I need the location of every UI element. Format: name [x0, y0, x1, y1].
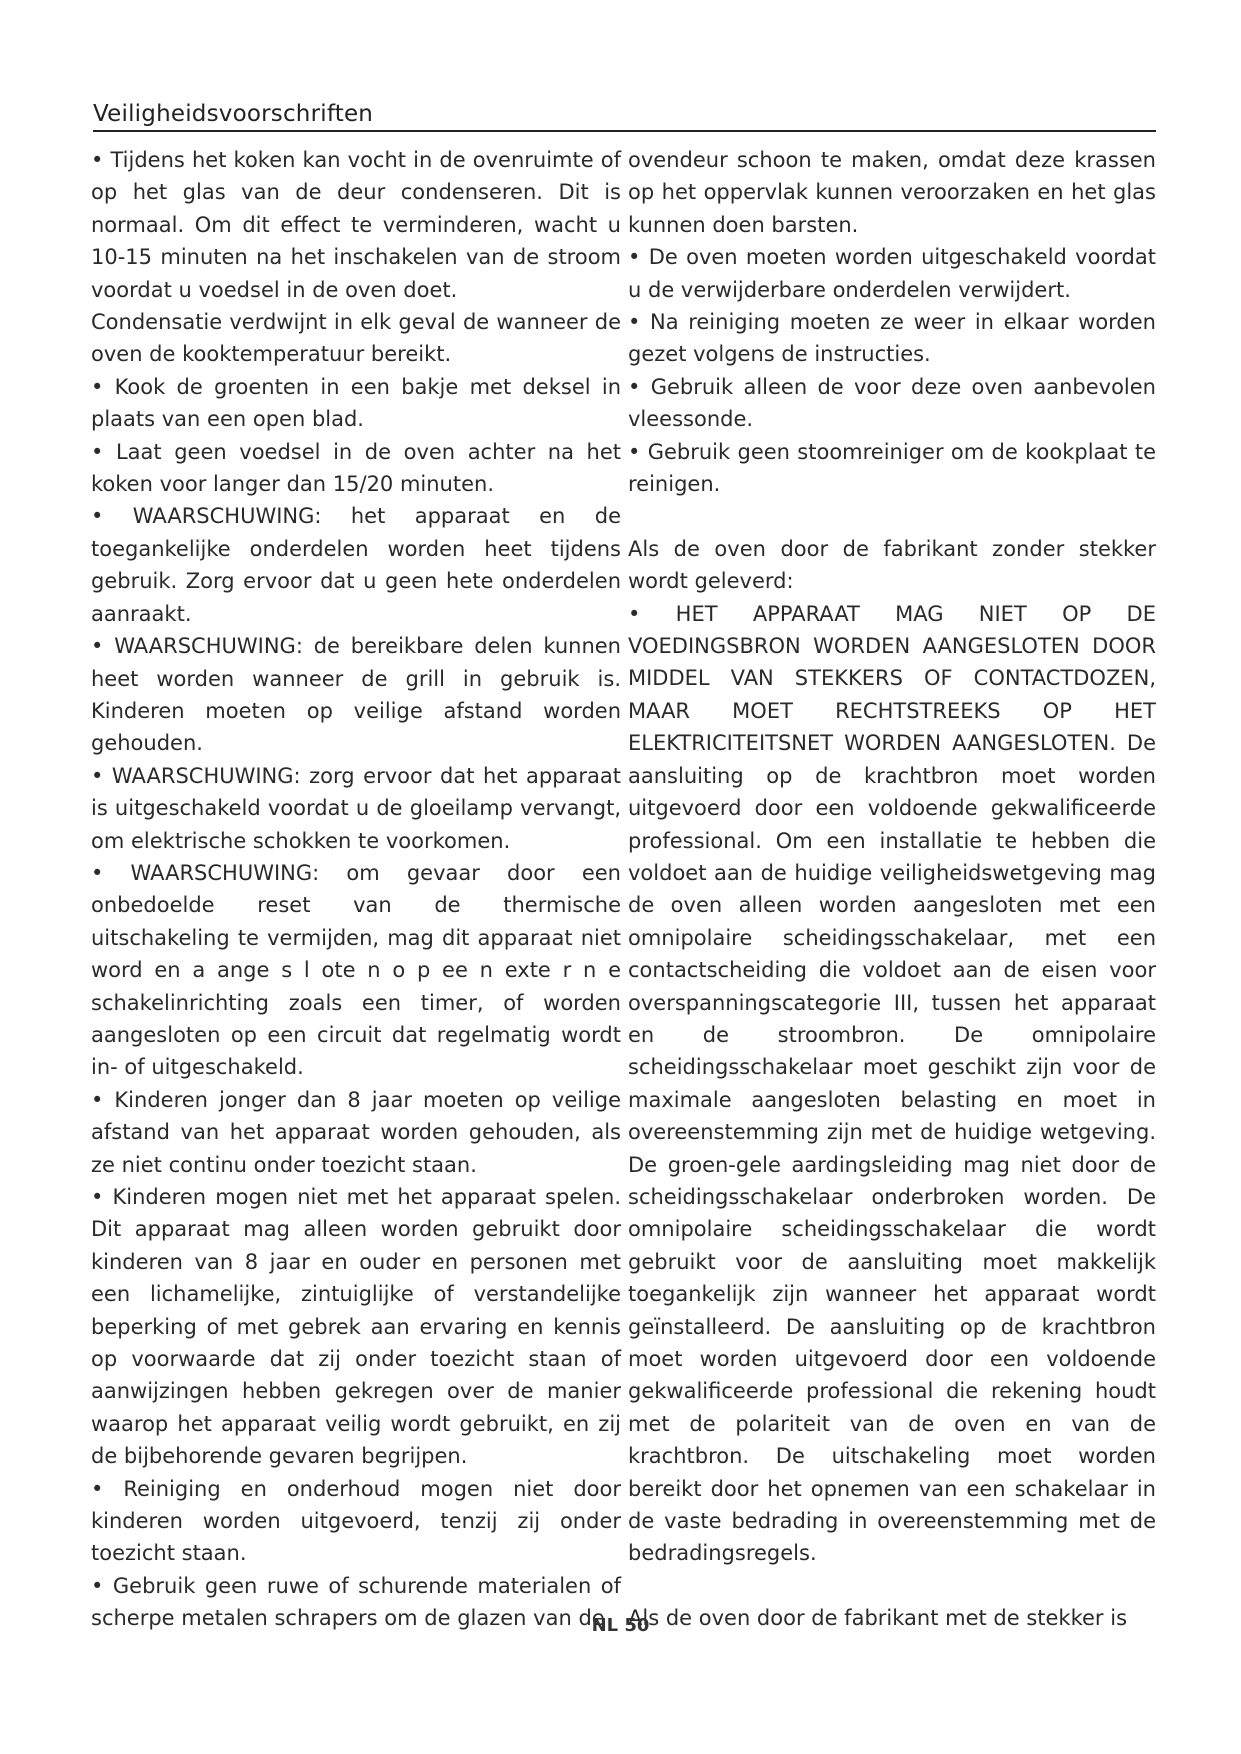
- right-column: [628, 144, 1156, 1635]
- paragraph: • WAARSCHUWING: om gevaar door een onbedoelde reset van de thermische uitschakeling te vermijden, mag dit apparaat niet word en a ange s l ote n o p ee n exte r n e schakelinrichting zoals een timer, of worden aangesloten op een circuit dat regelmatig wordt in- of uitgeschakeld.: [91, 860, 621, 1080]
- paragraph: • Na reiniging moeten ze weer in elkaar worden gezet volgens de instructies.: [628, 310, 1156, 367]
- paragraph: • Gebruik geen ruwe of schurende materialen of scherpe metalen schrapers om de glazen van de: [91, 1573, 621, 1631]
- paragraph: ovendeur schoon te maken, omdat deze krassen op het oppervlak kunnen veroorzaken en het glas kunnen doen barsten.: [628, 148, 1156, 237]
- paragraph: • Reiniging en onderhoud mogen niet door kinderen worden uitgevoerd, tenzij zij onder toezicht staan.: [91, 1476, 621, 1566]
- paragraph: • De oven moeten worden uitgeschakeld voordat u de verwijderbare onderdelen verwijdert.: [628, 245, 1156, 302]
- paragraph: Als de oven door de fabrikant zonder stekker wordt geleverd:: [628, 536, 1156, 594]
- page-title: Veiligheidsvoorschriften: [93, 101, 374, 127]
- paragraph: • WAARSCHUWING: zorg ervoor dat het apparaat is uitgeschakeld voordat u de gloeilamp vervangt, om elektrische schokken te voorkomen.: [91, 763, 621, 853]
- left-column: [91, 144, 621, 1635]
- paragraph: Condensatie verdwijnt in elk geval de wanneer de oven de kooktemperatuur bereikt.: [91, 310, 621, 367]
- paragraph: • Tijdens het koken kan vocht in de ovenruimte of op het glas van de deur condenseren. Dit is normaal. Om dit effect te verminderen, wacht u 10-15 minuten na het inschakelen van de stroom voordat u voedsel in de oven doet.: [91, 148, 621, 302]
- paragraph: • Kook de groenten in een bakje met deksel in plaats van een open blad.: [91, 374, 621, 432]
- paragraph: • WAARSCHUWING: de bereikbare delen kunnen heet worden wanneer de grill in gebruik is. Kinderen moeten op veilige afstand worden gehouden.: [91, 634, 621, 756]
- spacer: [628, 500, 1156, 532]
- paragraph: • Gebruik geen stoomreiniger om de kookplaat te reinigen.: [628, 439, 1156, 497]
- paragraph: • Gebruik alleen de voor deze oven aanbevolen vleessonde.: [628, 374, 1156, 432]
- section-header: [93, 100, 1156, 132]
- paragraph: Als de oven door de fabrikant met de stekker is: [628, 1606, 1128, 1631]
- paragraph: • Laat geen voedsel in de oven achter na het koken voor langer dan 15/20 minuten.: [91, 439, 621, 497]
- paragraph: • Kinderen jonger dan 8 jaar moeten op veilige afstand van het apparaat worden gehouden, als ze niet continu onder toezicht staan.: [91, 1087, 621, 1177]
- page-number: NL 50: [591, 1615, 650, 1636]
- paragraph: • HET APPARAAT MAG NIET OP DE VOEDINGSBRON WORDEN AANGESLOTEN DOOR MIDDEL VAN STEKKERS OF CONTACTDOZEN, MAAR MOET RECHTSTREEKS OP HET ELEKTRICITEITSNET WORDEN AANGESLOTEN. De aansluiting op de krachtbron moet worden uitgevoerd door een voldoende gekwalificeerde professional. Om een installatie te hebben die voldoet aan de huidige veiligheidswetgeving mag de oven alleen worden aangesloten met een omnipolaire scheidingsschakelaar, met een contactscheiding die voldoet aan de eisen voor overspanningscategorie III, tussen het apparaat en de stroombron. De omnipolaire scheidingsschakelaar moet geschikt zijn voor de maximale aangesloten belasting en moet in overeenstemming zijn met de huidige wetgeving. De groen-gele aardingsleiding mag niet door de scheidingsschakelaar onderbroken worden. De omnipolaire scheidingsschakelaar die wordt gebruikt voor de aansluiting moet makkelijk toegankelijk zijn wanneer het apparaat wordt geïnstalleerd. De aansluiting op de krachtbron moet worden uitgevoerd door een voldoende gekwalificeerde professional die rekening houdt met de polariteit van de oven en van de krachtbron. De uitschakeling moet worden bereikt door het opnemen van een schakelaar in de vaste bedrading in overeenstemming met de bedradingsregels.: [628, 601, 1156, 1566]
- spacer: [628, 1570, 1156, 1602]
- paragraph: • WAARSCHUWING: het apparaat en de toegankelijke onderdelen worden heet tijdens gebruik. Zorg ervoor dat u geen hete onderdelen aanraakt.: [91, 504, 621, 626]
- paragraph: • Kinderen mogen niet met het apparaat spelen. Dit apparaat mag alleen worden gebruikt door kinderen van 8 jaar en ouder en personen met een lichamelijke, zintuiglijke of verstandelijke beperking of met gebrek aan ervaring en kennis op voorwaarde dat zij onder toezicht staan of aanwijzingen hebben gekregen over de manier waarop het apparaat veilig wordt gebruikt, en zij de bijbehorende gevaren begrijpen.: [91, 1185, 621, 1469]
